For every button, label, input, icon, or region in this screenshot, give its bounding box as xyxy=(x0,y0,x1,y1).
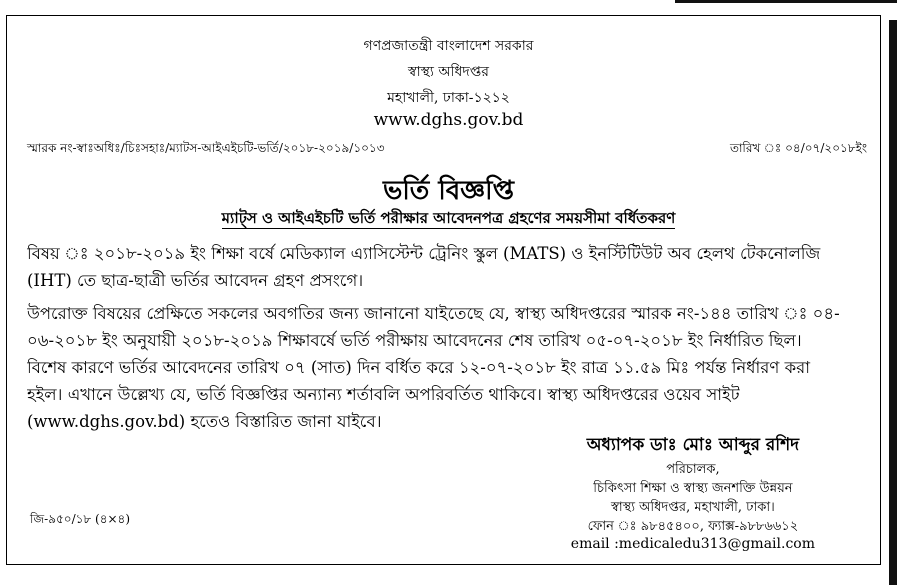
body-line: (www.dghs.gov.bd) হতেও বিস্তারিত জানা যাইবে। xyxy=(27,412,382,431)
top-rule-segment xyxy=(675,0,897,3)
notice-subtitle-text: ম্যাট্স ও আইএইচটি ভর্তি পরীক্ষার আবেদনপত্র গ্রহণের সময়সীমা বর্ধিতকরণ xyxy=(221,209,676,227)
signatory-division: চিকিৎসা শিক্ষা ও স্বাস্থ্য জনশক্তি উন্নয়ন xyxy=(593,481,793,496)
signature-block xyxy=(571,432,815,552)
body-line: বিশেষ কারণে ভর্তির আবেদনের তারিখ ০৭ (সাত) দিন বর্ধিত করে ১২-০৭-২০১৮ ইং রাত্র ১১.৫৯ মিঃ পর্যন্ত নির্ধারণ করা xyxy=(27,358,811,377)
notice-subtitle xyxy=(0,207,897,232)
signatory-designation: পরিচালক, xyxy=(666,462,720,477)
ad-code: জি-৯৫০/১৮ (৪×৪) xyxy=(30,512,131,526)
memo-date: তারিখ ঃ ০৪/০৭/২০১৮ইং xyxy=(729,141,867,155)
signatory-office: স্বাস্থ্য অধিদপ্তর, মহাখালী, ঢাকা। xyxy=(610,500,775,515)
body-line: উপরোক্ত বিষয়ের প্রেক্ষিতে সকলের অবগতির জন্য জানানো যাইতেছে যে, স্বাস্থ্য অধিদপ্তরের স্মারক নং-১৪৪ তারিখ ঃ ০৪- xyxy=(27,304,840,323)
contact-email[interactable]: email :medicaledu313@gmail.com xyxy=(570,536,815,552)
government-name: গণপ্রজাতন্ত্রী বাংলাদেশ সরকার xyxy=(363,38,534,54)
subject-line: বিষয় ঃ ২০১৮-২০১৯ ইং শিক্ষা বর্ষে মেডিক্যাল এ্যাসিস্টেন্ট ট্রেনিং স্কুল (MATS) ও ইনস্টিটিউট অব হেলথ টেকনোলজি xyxy=(27,244,821,263)
notice-title: ভর্তি বিজ্ঞপ্তি xyxy=(383,176,514,206)
contact-phone: ফোন ঃ ৯৮৪৫৪০০, ফ্যাক্স-৯৮৮৬৬১২ xyxy=(587,519,799,534)
body-paragraph xyxy=(27,300,867,435)
website-link[interactable]: www.dghs.gov.bd xyxy=(373,110,524,130)
department-address: মহাখালী, ঢাকা-১২১২ xyxy=(387,90,510,106)
body-line: হইল। এখানে উল্লেখ্য যে, ভর্তি বিজ্ঞপ্তির অন্যান্য শর্তাবলি অপরিবর্তিত থাকিবে। স্বাস্থ্য অধিদপ্তরের ওয়েব সাইট xyxy=(27,385,740,404)
department-name: স্বাস্থ্য অধিদপ্তর xyxy=(408,64,489,80)
signatory-name: অধ্যাপক ডাঃ মোঃ আব্দুর রশিদ xyxy=(586,435,800,455)
top-rule xyxy=(0,0,897,3)
subject-line: (IHT) তে ছাত্র-ছাত্রী ভর্তির আবেদন গ্রহণ প্রসংগে। xyxy=(27,271,364,290)
subject-paragraph xyxy=(27,240,867,294)
body-line: ০৬-২০১৮ ইং অনুযায়ী ২০১৮-২০১৯ শিক্ষাবর্ষে ভর্তি পরীক্ষায় আবেদনের শেষ তারিখ ০৫-০৭-২০১৮ ইং নির্ধারিত ছিল। xyxy=(27,331,802,350)
memo-number: স্মারক নং-স্বাঃঅধিঃ/চিঃসহাঃ/ম্যাটস-আইএইচটি-ভর্তি/২০১৮-২০১৯/১০১৩ xyxy=(27,141,385,155)
